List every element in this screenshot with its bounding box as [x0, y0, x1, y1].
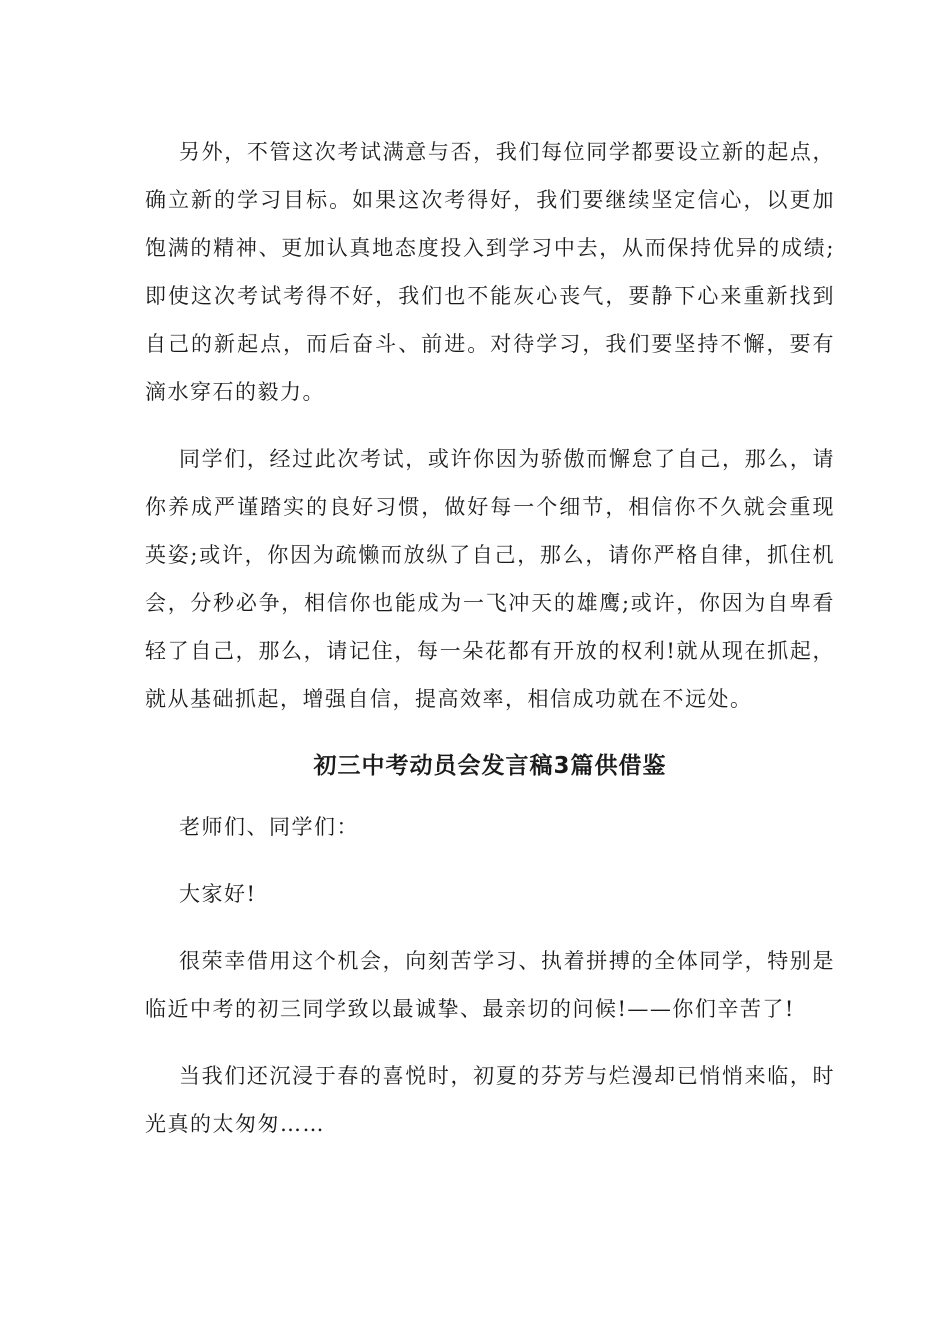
section-title: 初三中考动员会发言稿3篇供借鉴 [313, 753, 667, 779]
paragraph-regards: 很荣幸借用这个机会，向刻苦学习、执着拼搏的全体同学，特别是临近中考的初三同学致以最诚挚、最亲切的问候!——你们辛苦了! [145, 949, 835, 1021]
document-body [145, 128, 835, 1167]
paragraph-greeting: 大家好! [179, 882, 257, 906]
paragraph-new-starting-point: 另外，不管这次考试满意与否，我们每位同学都要设立新的起点，确立新的学习目标。如果这次考得好，我们要继续坚定信心，以更加饱满的精神、更加认真地态度投入到学习中去，从而保持优异的成绩;即使这次考试考得不好，我们也不能灰心丧气，要静下心来重新找到自己的新起点，而后奋斗、前进。对待学习，我们要坚持不懈，要有滴水穿石的毅力。 [145, 140, 835, 404]
paragraph-salutation: 老师们、同学们： [179, 815, 359, 839]
paragraph-exam-reflection: 同学们，经过此次考试，或许你因为骄傲而懈怠了自己，那么，请你养成严谨踏实的良好习惯，做好每一个细节，相信你不久就会重现英姿;或许，你因为疏懒而放纵了自己，那么，请你严格自律，抓住机会，分秒必争，相信你也能成为一飞冲天的雄鹰;或许，你因为自卑看轻了自己，那么，请记住，每一朵花都有开放的权利!就从现在抓起，就从基础抓起，增强自信，提高效率，相信成功就在不远处。 [145, 447, 835, 711]
paragraph-season: 当我们还沉浸于春的喜悦时，初夏的芬芳与烂漫却已悄悄来临，时光真的太匆匆…… [145, 1064, 835, 1136]
